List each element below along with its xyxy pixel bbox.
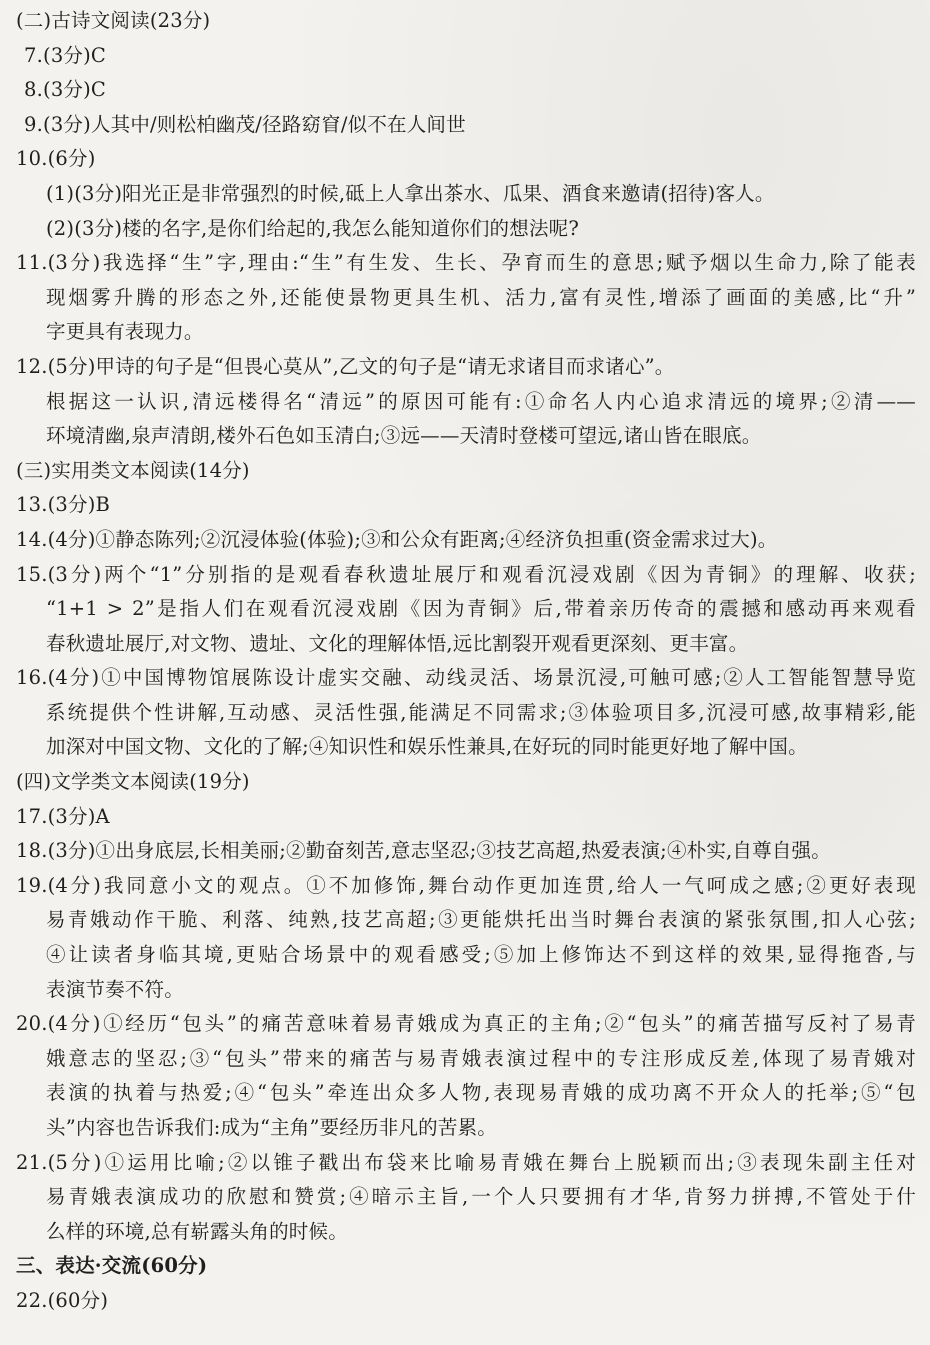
answer-19-line-3: ④让读者身临其境,更贴合场景中的观看感受;⑤加上修饰达不到这样的效果,显得拖沓,与: [46, 943, 916, 967]
answer-16-line-3: 加深对中国文物、文化的了解;④知识性和娱乐性兼具,在好玩的同时能更好地了解中国。: [46, 735, 808, 759]
answer-11-line-2: 现烟雾升腾的形态之外,还能使景物更具生机、活力,富有灵性,增添了画面的美感,比“升”: [46, 285, 916, 309]
answer-20-line-2: 娥意志的坚忍;③“包头”带来的痛苦与易青娥表演过程中的专注形成反差,体现了易青娥对: [46, 1046, 916, 1070]
answer-10-part-1: (1)(3分)阳光正是非常强烈的时候,砥上人拿出茶水、瓜果、酒食来邀请(招待)客人。: [46, 181, 775, 205]
answer-11-line-3: 字更具有表现力。: [46, 320, 204, 344]
answer-12-line-3: 环境清幽,泉声清朗,楼外石色如玉清白;③远——天清时登楼可望远,诸山皆在眼底。: [46, 424, 762, 448]
answer-19-line-4: 表演节奏不符。: [46, 977, 184, 1001]
section-heading-practical-reading: (三)实用类文本阅读(14分): [16, 458, 250, 482]
answer-15-line-2: “1+1 > 2”是指人们在观看沉浸戏剧《因为青铜》后,带着亲历传奇的震撼和感动再来观看: [46, 597, 916, 621]
answer-20-line-4: 头”内容也告诉我们:成为“主角”要经历非凡的苦累。: [46, 1116, 497, 1139]
answer-20-line-1: 20.(4分)①经历“包头”的痛苦意味着易青娥成为真正的主角;②“包头”的痛苦描写反衬了易青: [16, 1012, 916, 1036]
section-heading-expression: 三、表达·交流(60分): [16, 1254, 208, 1278]
answer-12-line-2: 根据这一认识,清远楼得名“清远”的原因可能有:①命名人内心追求清远的境界;②清——: [46, 389, 916, 413]
answer-11-line-1: 11.(3分)我选择“生”字,理由:“生”有生发、生长、孕育而生的意思;赋予烟以生命力,除了能表: [16, 251, 916, 275]
answer-16-line-2: 系统提供个性讲解,互动感、灵活性强,能满足不同需求;③体验项目多,沉浸可感,故事精彩,能: [46, 700, 916, 724]
answer-16-line-1: 16.(4分)①中国博物馆展陈设计虚实交融、动线灵活、场景沉浸,可触可感;②人工智能智慧导览: [16, 666, 916, 690]
answer-21-line-3: 么样的环境,总有崭露头角的时候。: [46, 1219, 348, 1243]
answer-13: 13.(3分)B: [16, 493, 111, 517]
answer-key-text: [16, 4, 916, 1319]
answer-7: 7.(3分)C: [24, 43, 107, 67]
answer-19-line-2: 易青娥动作干脆、利落、纯熟,技艺高超;③更能烘托出当时舞台表演的紧张氛围,扣人心弦;: [46, 908, 916, 932]
answer-10-part-2: (2)(3分)楼的名字,是你们给起的,我怎么能知道你们的想法呢?: [46, 216, 579, 240]
section-heading-literary-reading: (四)文学类文本阅读(19分): [16, 770, 250, 794]
answer-15-line-3: 春秋遗址展厅,对文物、遗址、文化的理解体悟,远比割裂开观看更深刻、更丰富。: [46, 631, 749, 655]
answer-20-line-3: 表演的执着与热爱;④“包头”牵连出众多人物,表现易青娥的成功离不开众人的托举;⑤“包: [46, 1081, 916, 1105]
answer-9: 9.(3分)人其中/则松柏幽茂/径路窈窅/似不在人间世: [24, 112, 466, 136]
section-heading-classical-reading: (二)古诗文阅读(23分): [16, 9, 211, 32]
answer-19-line-1: 19.(4分)我同意小文的观点。①不加修饰,舞台动作更加连贯,给人一气呵成之感;②更好表现: [16, 873, 916, 897]
answer-17: 17.(3分)A: [16, 804, 110, 828]
answer-10: 10.(6分): [16, 147, 96, 171]
answer-15-line-1: 15.(3分)两个“1”分别指的是观看春秋遗址展厅和观看沉浸戏剧《因为青铜》的理解、收获;: [16, 562, 916, 586]
answer-22: 22.(60分): [16, 1288, 109, 1312]
answer-18: 18.(3分)①出身底层,长相美丽;②勤奋刻苦,意志坚忍;③技艺高超,热爱表演;④朴实,自尊自强。: [16, 839, 831, 863]
answer-14: 14.(4分)①静态陈列;②沉浸体验(体验);③和公众有距离;④经济负担重(资金需求过大)。: [16, 527, 778, 551]
answer-21-line-1: 21.(5分)①运用比喻;②以锥子戳出布袋来比喻易青娥在舞台上脱颖而出;③表现朱副主任对: [16, 1150, 916, 1174]
answer-8: 8.(3分)C: [24, 78, 107, 102]
answer-21-line-2: 易青娥表演成功的欣慰和赞赏;④暗示主旨,一个人只要拥有才华,肯努力拼搏,不管处于什: [46, 1185, 916, 1209]
answer-12-line-1: 12.(5分)甲诗的句子是“但畏心莫从”,乙文的句子是“请无求诸目而求诸心”。: [16, 354, 675, 378]
